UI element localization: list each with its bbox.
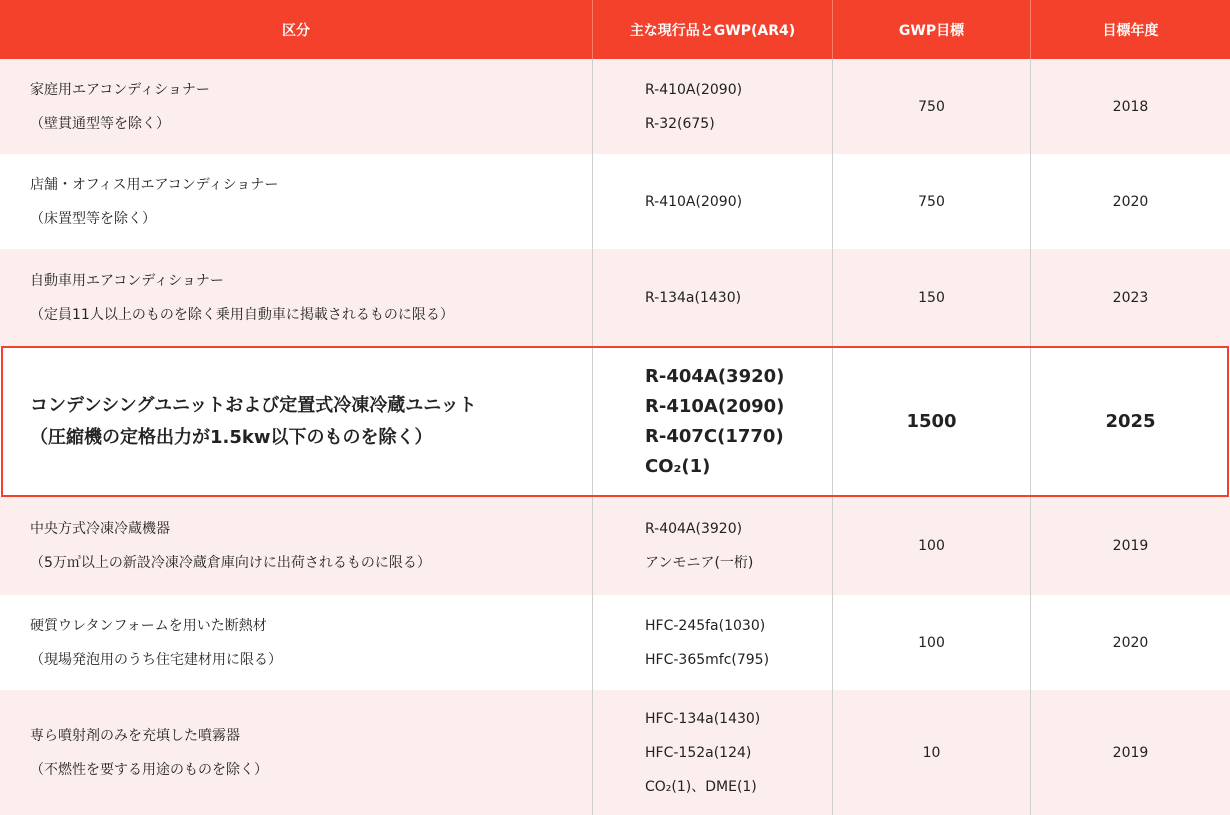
header-products: 主な現行品とGWP(AR4)	[593, 0, 833, 59]
products-cell	[593, 346, 833, 497]
product-item: CO₂(1)	[645, 455, 711, 477]
category-note: （壁貫通型等を除く）	[30, 115, 170, 132]
category-name: 専ら噴射剤のみを充填した噴霧器	[30, 727, 240, 744]
year-cell	[1031, 249, 1230, 346]
table-row	[0, 690, 1230, 815]
gwp-cell	[833, 249, 1031, 346]
product-item: HFC-365mfc(795)	[645, 651, 770, 668]
product-item: R-410A(2090)	[645, 81, 743, 98]
gwp-value: 750	[918, 98, 945, 115]
products-cell	[593, 249, 833, 346]
product-item: R-410A(2090)	[645, 395, 785, 417]
table-row-highlighted	[0, 346, 1230, 497]
category-cell	[0, 346, 593, 497]
gwp-cell	[833, 154, 1031, 249]
product-item: R-32(675)	[645, 115, 715, 132]
category-cell	[0, 59, 593, 154]
category-note: （現場発泡用のうち住宅建材用に限る）	[30, 651, 282, 668]
gwp-value: 10	[922, 744, 941, 761]
product-item: HFC-245fa(1030)	[645, 617, 766, 634]
gwp-value: 150	[918, 289, 945, 306]
category-name: 硬質ウレタンフォームを用いた断熱材	[30, 617, 267, 634]
gwp-value: 750	[918, 193, 945, 210]
table-row	[0, 249, 1230, 346]
products-cell	[593, 690, 833, 815]
product-item: アンモニア(一桁)	[645, 555, 754, 571]
category-note: （圧縮機の定格出力が1.5kw以下のものを除く）	[30, 426, 433, 448]
category-cell	[0, 690, 593, 815]
products-cell	[593, 595, 833, 690]
products-cell	[593, 154, 833, 249]
category-note: （不燃性を要する用途のものを除く）	[30, 761, 268, 778]
category-note: （床置型等を除く）	[30, 210, 156, 227]
year-cell	[1031, 154, 1230, 249]
product-item: R-407C(1770)	[645, 425, 784, 447]
category-cell	[0, 154, 593, 249]
year-cell	[1031, 690, 1230, 815]
gwp-value: 100	[918, 634, 945, 651]
table-row	[0, 154, 1230, 249]
category-name: 店舗・オフィス用エアコンディショナー	[30, 176, 279, 193]
category-name: 中央方式冷凍冷蔵機器	[30, 521, 170, 537]
category-cell	[0, 497, 593, 595]
category-name: 家庭用エアコンディショナー	[30, 81, 210, 98]
category-note: （5万㎥以上の新設冷凍冷蔵倉庫向けに出荷されるものに限る）	[30, 555, 431, 571]
year-value: 2018	[1112, 98, 1149, 115]
year-value: 2019	[1112, 538, 1149, 554]
products-cell	[593, 59, 833, 154]
year-value: 2025	[1105, 411, 1156, 432]
product-item: R-404A(3920)	[645, 521, 743, 537]
year-cell	[1031, 346, 1230, 497]
category-cell	[0, 595, 593, 690]
year-cell	[1031, 59, 1230, 154]
gwp-cell	[833, 346, 1031, 497]
product-item: R-410A(2090)	[645, 193, 743, 210]
product-item: R-404A(3920)	[645, 365, 785, 387]
gwp-cell	[833, 497, 1031, 595]
table-row	[0, 595, 1230, 690]
table-row	[0, 497, 1230, 595]
products-cell	[593, 497, 833, 595]
gwp-value: 100	[918, 538, 945, 554]
product-item: HFC-152a(124)	[645, 744, 752, 761]
product-item: HFC-134a(1430)	[645, 710, 761, 727]
gwp-cell	[833, 59, 1031, 154]
product-item: CO₂(1)、DME(1)	[645, 778, 757, 795]
category-cell	[0, 249, 593, 346]
year-value: 2020	[1112, 634, 1149, 651]
gwp-cell	[833, 595, 1031, 690]
header-gwp-target: GWP目標	[833, 0, 1031, 59]
year-value: 2023	[1112, 289, 1149, 306]
table-header	[0, 0, 1230, 59]
category-note: （定員11人以上のものを除く乗用自動車に掲載されるものに限る）	[30, 306, 454, 323]
product-item: R-134a(1430)	[645, 289, 742, 306]
year-cell	[1031, 497, 1230, 595]
header-target-year: 目標年度	[1102, 22, 1159, 39]
year-cell	[1031, 595, 1230, 690]
year-value: 2019	[1112, 744, 1149, 761]
gwp-value: 1500	[906, 411, 957, 432]
category-name: 自動車用エアコンディショナー	[30, 272, 224, 289]
year-value: 2020	[1112, 193, 1149, 210]
header-category: 区分	[0, 0, 593, 59]
gwp-cell	[833, 690, 1031, 815]
table-row	[0, 59, 1230, 154]
category-name: コンデンシングユニットおよび定置式冷凍冷蔵ユニット	[30, 394, 477, 416]
